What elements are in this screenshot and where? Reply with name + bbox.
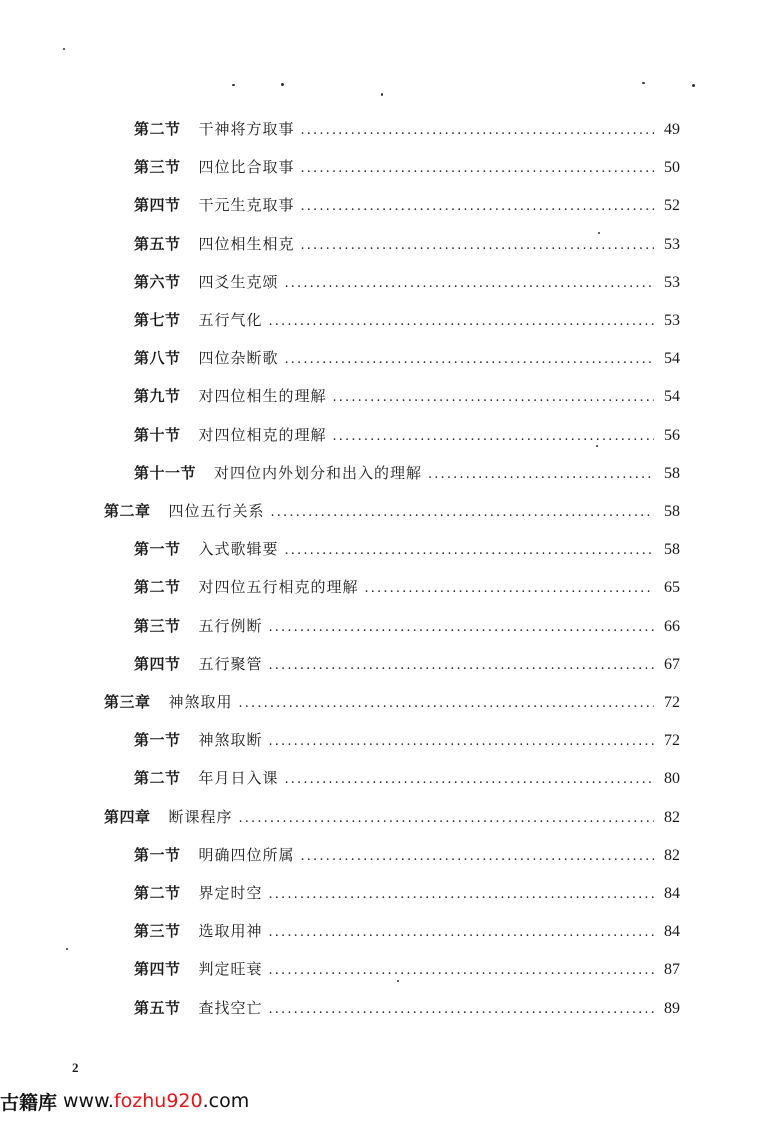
toc-page-number: 82 <box>664 809 680 826</box>
toc-dot-leader <box>285 348 654 372</box>
toc-entry-title: 干神将方取事 <box>198 120 295 138</box>
toc-section-row <box>134 117 680 141</box>
toc-dot-leader <box>269 616 654 640</box>
toc-section-row <box>134 575 680 599</box>
toc-entry-title: 四位相生相克 <box>198 235 295 253</box>
toc-page-number: 65 <box>664 579 680 596</box>
toc-dot-leader <box>365 577 654 601</box>
toc-section-label: 第三节 <box>134 922 181 940</box>
toc-section-row <box>134 881 680 905</box>
toc-page-number: 82 <box>664 847 680 864</box>
toc-section-row <box>134 537 680 561</box>
toc-section-row <box>134 652 680 676</box>
toc-section-row <box>134 957 680 981</box>
watermark-number: 920 <box>166 1090 203 1112</box>
toc-section-row <box>134 614 680 638</box>
toc-page-number: 84 <box>664 923 680 940</box>
toc-entry-title: 断课程序 <box>168 808 233 826</box>
toc-page-number: 58 <box>664 503 680 520</box>
toc-section-label: 第一节 <box>134 540 181 558</box>
scan-speck <box>642 82 645 84</box>
toc-entry-title: 干元生克取事 <box>198 196 295 214</box>
toc-section-label: 第三节 <box>134 617 181 635</box>
watermark-domain: fozhu <box>113 1090 167 1112</box>
toc-entry-title: 对四位相生的理解 <box>198 387 327 405</box>
toc-page-number: 72 <box>664 732 680 749</box>
toc-section-row <box>134 346 680 370</box>
toc-section-label: 第二节 <box>134 884 181 902</box>
toc-section-label: 第四节 <box>134 196 181 214</box>
toc-page-number: 66 <box>664 618 680 635</box>
toc-section-label: 第五节 <box>134 999 181 1017</box>
toc-page-number: 54 <box>664 350 680 367</box>
toc-dot-leader <box>269 959 654 983</box>
toc-dot-leader <box>285 539 654 563</box>
toc-entry-title: 对四位相克的理解 <box>198 426 327 444</box>
scan-speck <box>66 948 68 950</box>
toc-entry-title: 五行例断 <box>198 617 263 635</box>
toc-dot-leader <box>333 425 654 449</box>
toc-section-row <box>134 193 680 217</box>
toc-dot-leader <box>269 730 654 754</box>
toc-entry-title: 四位杂断歌 <box>198 349 279 367</box>
site-watermark <box>0 1086 248 1116</box>
toc-dot-leader <box>301 845 654 869</box>
toc-section-row <box>134 423 680 447</box>
toc-chapter-label: 第三章 <box>104 693 151 711</box>
toc-dot-leader <box>271 501 654 525</box>
toc-section-row <box>134 384 680 408</box>
toc-entry-title: 查找空亡 <box>198 999 263 1017</box>
toc-page-number: 58 <box>664 465 680 482</box>
scan-speck <box>692 84 695 87</box>
toc-dot-leader <box>333 386 654 410</box>
toc-page-number: 50 <box>664 159 680 176</box>
toc-dot-leader <box>428 463 654 487</box>
toc-section-label: 第九节 <box>134 387 181 405</box>
toc-section-label: 第四节 <box>134 960 181 978</box>
toc-page-number: 53 <box>664 274 680 291</box>
toc-page-number: 87 <box>664 961 680 978</box>
toc-section-label: 第二节 <box>134 120 181 138</box>
toc-entry-title: 四爻生克颂 <box>198 273 279 291</box>
scan-speck <box>281 83 284 86</box>
watermark-tld: .com <box>202 1090 250 1112</box>
toc-entry-title: 神煞取用 <box>168 693 233 711</box>
toc-page-number: 54 <box>664 388 680 405</box>
toc-entry-title: 神煞取断 <box>198 731 263 749</box>
toc-dot-leader <box>239 807 654 831</box>
toc-section-label: 第七节 <box>134 311 181 329</box>
toc-section-row <box>134 461 680 485</box>
toc-dot-leader <box>301 195 654 219</box>
toc-dot-leader <box>301 234 654 258</box>
toc-entry-title: 四位比合取事 <box>198 158 295 176</box>
toc-page-number: 52 <box>664 197 680 214</box>
toc-entry-title: 四位五行关系 <box>168 502 265 520</box>
watermark-site-name: 古籍库 <box>0 1091 58 1114</box>
toc-entry-title: 明确四位所属 <box>198 846 295 864</box>
toc-entry-title: 界定时空 <box>198 884 263 902</box>
toc-page-number: 67 <box>664 656 680 673</box>
toc-page-number: 56 <box>664 427 680 444</box>
toc-chapter-row <box>104 690 680 714</box>
scan-speck <box>63 48 65 50</box>
toc-page-number: 80 <box>664 770 680 787</box>
toc-page-number: 53 <box>664 236 680 253</box>
toc-dot-leader <box>269 883 654 907</box>
toc-dot-leader <box>285 768 654 792</box>
toc-section-label: 第三节 <box>134 158 181 176</box>
toc-section-row <box>134 919 680 943</box>
toc-entry-title: 对四位内外划分和出入的理解 <box>214 464 423 482</box>
toc-dot-leader <box>269 654 654 678</box>
toc-section-label: 第四节 <box>134 655 181 673</box>
toc-section-row <box>134 270 680 294</box>
toc-page-number: 84 <box>664 885 680 902</box>
toc-section-label: 第一节 <box>134 731 181 749</box>
toc-chapter-label: 第四章 <box>104 808 151 826</box>
toc-entry-title: 五行气化 <box>198 311 263 329</box>
toc-section-label: 第六节 <box>134 273 181 291</box>
toc-page-number: 53 <box>664 312 680 329</box>
toc-section-label: 第五节 <box>134 235 181 253</box>
toc-section-row <box>134 766 680 790</box>
toc-section-label: 第十一节 <box>134 464 197 482</box>
page-number: 2 <box>72 1060 79 1075</box>
toc-chapter-row <box>104 805 680 829</box>
toc-dot-leader <box>285 272 654 296</box>
toc-dot-leader <box>269 310 654 334</box>
scan-speck <box>381 93 383 96</box>
toc-section-row <box>134 155 680 179</box>
toc-entry-title: 入式歌辑要 <box>198 540 279 558</box>
toc-section-row <box>134 728 680 752</box>
toc-section-row <box>134 996 680 1020</box>
toc-section-label: 第十节 <box>134 426 181 444</box>
toc-section-row <box>134 232 680 256</box>
toc-entry-title: 年月日入课 <box>198 769 279 787</box>
toc-page-number: 72 <box>664 694 680 711</box>
toc-dot-leader <box>301 157 654 181</box>
toc-entry-title: 判定旺衰 <box>198 960 263 978</box>
watermark-www: www. <box>63 1090 114 1112</box>
toc-page-number: 89 <box>664 1000 680 1017</box>
toc-dot-leader <box>239 692 654 716</box>
toc-page-number: 58 <box>664 541 680 558</box>
scan-speck <box>232 84 235 86</box>
toc-section-label: 第二节 <box>134 769 181 787</box>
toc-entry-title: 对四位五行相克的理解 <box>198 578 359 596</box>
toc-section-label: 第二节 <box>134 578 181 596</box>
toc-section-row <box>134 308 680 332</box>
toc-dot-leader <box>269 998 654 1022</box>
toc-section-row <box>134 843 680 867</box>
toc-section-label: 第一节 <box>134 846 181 864</box>
toc-chapter-label: 第二章 <box>104 502 151 520</box>
toc-dot-leader <box>269 921 654 945</box>
toc-page-number: 49 <box>664 121 680 138</box>
toc-entry-title: 选取用神 <box>198 922 263 940</box>
toc-section-label: 第八节 <box>134 349 181 367</box>
toc-entry-title: 五行聚管 <box>198 655 263 673</box>
toc-chapter-row <box>104 499 680 523</box>
toc-dot-leader <box>301 119 654 143</box>
